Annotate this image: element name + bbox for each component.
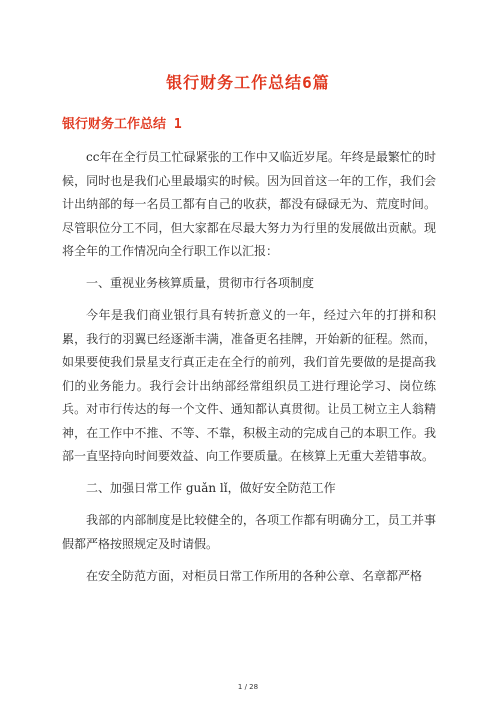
paragraph-2: 我部的内部制度是比较健全的，各项工作都有明确分工，员工并事假都严格按照规定及时请假。 bbox=[62, 513, 436, 551]
paragraph-heading-2: 二、加强日常工作 guǎn lǐ，做好安全防范工作 bbox=[86, 481, 336, 495]
paragraph-1: 今年是我们商业银行具有转折意义的一年，经过六年的打拼和积累，我行的羽翼已经逐渐丰满，准备更名挂牌，开始新的征程。然而，如果要使我们景星支行真正走在全行的前列，我们首先要做的是提高我们的业务能力。我行会计出纳部经常组织员工进行理论学习、岗位练兵。对市行传达的每一个文件、通知都认真贯彻。让员工树立主人翁精神，在工作中不推、不等、不靠，积极主动的完成自己的本职工作。我部一直坚持向时间要效益、向工作要质量。在核算上无重大差错事故。 bbox=[62, 308, 436, 463]
page-number: 1 / 28 bbox=[237, 683, 259, 691]
paragraph-intro: cc年在全行员工忙碌紧张的工作中又临近岁尾。年终是最繁忙的时候，同时也是我们心里最塌实的时候。因为回首这一年的工作，我们会计出纳部的每一名员工都有自己的收获，都没有碌碌无为、荒度时间。尽管职位分工不同，但大家都在尽最大努力为行里的发展做出贡献。现将全年的工作情况向全行职工作以汇报： bbox=[62, 150, 436, 258]
section-heading: 银行财务工作总结 1 bbox=[62, 117, 182, 132]
paragraph-heading-1: 一、重视业务核算质量，贯彻市行各项制度 bbox=[86, 276, 315, 290]
document-body bbox=[62, 146, 436, 597]
paragraph-3: 在安全防范方面，对柜员日常工作所用的各种公章、名章都严格 bbox=[86, 568, 423, 583]
document-title: 银行财务工作总结6篇 bbox=[166, 73, 330, 92]
